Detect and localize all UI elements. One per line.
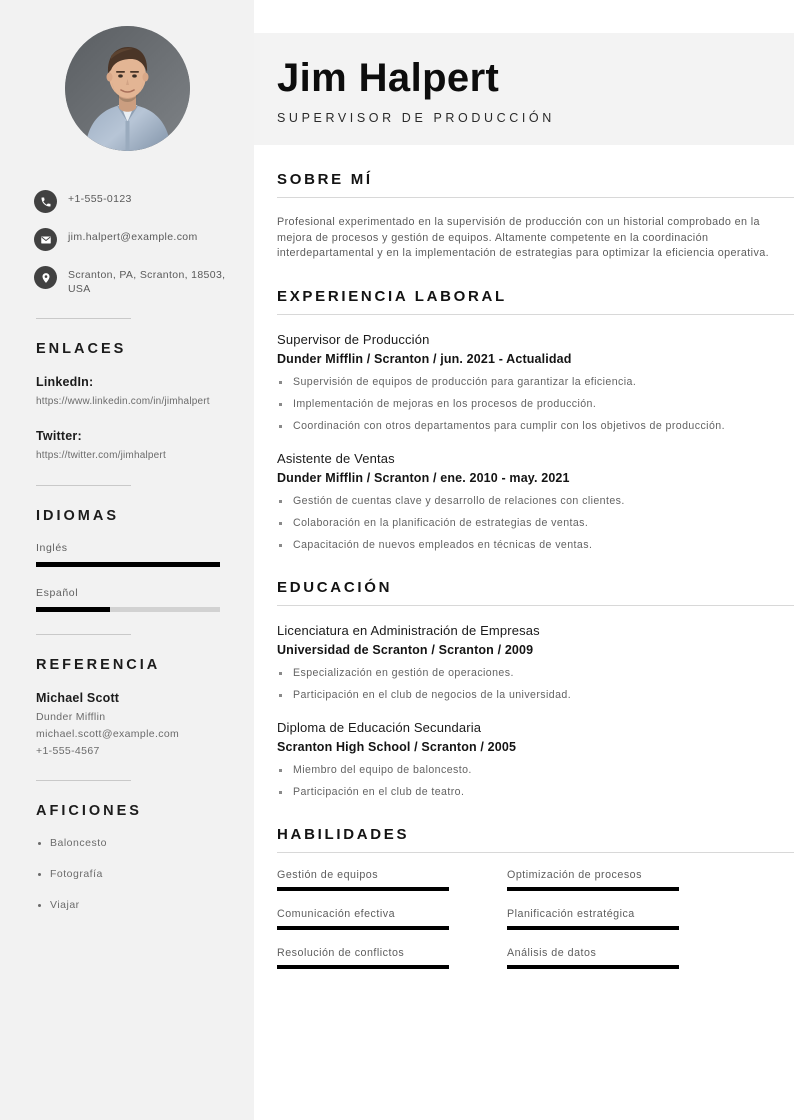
reference-company: Dunder Mifflin — [36, 711, 106, 723]
bullet-item: Participación en el club de negocios de la universidad. — [277, 688, 754, 703]
language-name-spanish: Español — [36, 587, 79, 599]
sidebar-heading-links: ENLACES — [36, 341, 127, 357]
education-meta: Scranton High School / Scranton / 2005 — [277, 739, 517, 754]
section-heading-education: EDUCACIÓN — [277, 578, 393, 596]
experience-title: Supervisor de Producción — [277, 331, 430, 347]
bullet-item: Implementación de mejoras en los procesos de producción. — [277, 397, 754, 412]
contact-location-value: Scranton, PA, Scranton, 18503, USA — [68, 269, 226, 295]
sidebar-divider-1 — [36, 318, 131, 319]
bullet-item: Especialización en gestión de operaciones. — [277, 666, 754, 681]
link-label-linkedin: LinkedIn: — [36, 375, 94, 389]
language-bar-english — [36, 562, 220, 567]
reference-name: Michael Scott — [36, 691, 120, 705]
experience-bullets — [277, 375, 794, 434]
contact-email[interactable] — [34, 227, 236, 251]
sidebar-divider-3 — [36, 634, 131, 635]
reference-phone[interactable]: +1-555-4567 — [36, 745, 100, 757]
bullet-item: Capacitación de nuevos empleados en técnicas de ventas. — [277, 538, 754, 553]
skill-name: Análisis de datos — [507, 946, 597, 959]
bullet-item: Colaboración en la planificación de estrategias de ventas. — [277, 516, 754, 531]
sidebar-heading-languages: IDIOMAS — [36, 508, 120, 524]
skills-grid — [277, 869, 794, 986]
avatar-photo — [65, 26, 190, 151]
section-heading-experience: EXPERIENCIA LABORAL — [277, 287, 507, 305]
skill-bar — [507, 926, 679, 930]
skill-bar — [507, 887, 679, 891]
skill-name: Planificación estratégica — [507, 907, 635, 920]
link-url-twitter[interactable]: https://twitter.com/jimhalpert — [36, 450, 166, 461]
education-title: Licenciatura en Administración de Empresas — [277, 622, 540, 638]
experience-entry — [277, 451, 794, 553]
skill-item — [277, 908, 507, 930]
skill-bar — [277, 887, 449, 891]
skill-item — [507, 947, 737, 969]
main-content — [254, 0, 794, 1120]
skill-item — [507, 908, 737, 930]
contact-location[interactable] — [34, 265, 236, 296]
bullet-item: Participación en el club de teatro. — [277, 785, 754, 800]
education-entry — [277, 623, 794, 703]
contact-phone[interactable] — [34, 189, 236, 213]
section-heading-skills: HABILIDADES — [277, 825, 410, 843]
section-rule-education — [277, 605, 794, 606]
education-entry — [277, 720, 794, 800]
contact-list — [0, 189, 254, 296]
education-meta: Universidad de Scranton / Scranton / 2009 — [277, 642, 534, 657]
link-item-twitter[interactable] — [36, 429, 234, 463]
language-bar-fill-english — [36, 562, 220, 567]
bullet-item: Supervisión de equipos de producción para garantizar la eficiencia. — [277, 375, 754, 390]
link-url-linkedin[interactable]: https://www.linkedin.com/in/jimhalpert — [36, 396, 210, 407]
language-name-english: Inglés — [36, 542, 68, 554]
sidebar-heading-reference: REFERENCIA — [36, 657, 161, 673]
experience-meta: Dunder Mifflin / Scranton / ene. 2010 - may. 2021 — [277, 470, 570, 485]
hobby-item: Baloncesto — [38, 837, 254, 849]
section-rule-about — [277, 197, 794, 198]
reference-email[interactable]: michael.scott@example.com — [36, 728, 180, 740]
sidebar-divider-4 — [36, 780, 131, 781]
contact-email-value: jim.halpert@example.com — [68, 231, 198, 243]
avatar — [65, 26, 190, 151]
section-heading-about: SOBRE MÍ — [277, 171, 373, 188]
about-text: Profesional experimentado en la supervisión de producción con un historial comprobado en la mejora de procesos y gestión de equipos. Altamente competente en la coordinación interdepartamental y en la implementación de estrategias para optimizar la eficiencia operativa. — [277, 216, 769, 259]
education-title: Diploma de Educación Secundaria — [277, 719, 482, 735]
bullet-item: Gestión de cuentas clave y desarrollo de relaciones con clientes. — [277, 494, 754, 509]
section-rule-experience — [277, 314, 794, 315]
page-title: Jim Halpert — [277, 56, 500, 100]
education-bullets — [277, 763, 794, 800]
sidebar — [0, 0, 254, 1120]
skill-name: Resolución de conflictos — [277, 946, 405, 959]
skill-name: Comunicación efectiva — [277, 907, 396, 920]
skill-bar — [277, 965, 449, 969]
phone-icon — [34, 190, 57, 213]
skill-bar — [277, 926, 449, 930]
skill-name: Gestión de equipos — [277, 868, 379, 881]
link-label-twitter: Twitter: — [36, 429, 82, 443]
link-item-linkedin[interactable] — [36, 375, 234, 409]
skill-item — [277, 947, 507, 969]
sidebar-divider-2 — [36, 485, 131, 486]
education-bullets — [277, 666, 794, 703]
sidebar-heading-hobbies: AFICIONES — [36, 803, 142, 819]
section-rule-skills — [277, 852, 794, 853]
hobby-item: Viajar — [38, 899, 254, 911]
language-bar-spanish — [36, 607, 220, 612]
experience-entry — [277, 332, 794, 434]
bullet-item: Coordinación con otros departamentos para cumplir con los objetivos de producción. — [277, 419, 754, 434]
language-item-spanish — [36, 587, 254, 612]
location-icon — [34, 266, 57, 289]
header-band — [254, 33, 794, 145]
hobby-item: Fotografía — [38, 868, 254, 880]
skill-item — [507, 869, 737, 891]
experience-meta: Dunder Mifflin / Scranton / jun. 2021 - Actualidad — [277, 351, 572, 366]
language-item-english — [36, 542, 254, 567]
main-body — [254, 171, 794, 986]
job-title: SUPERVISOR DE PRODUCCIÓN — [277, 111, 555, 125]
experience-title: Asistente de Ventas — [277, 450, 395, 466]
contact-phone-value: +1-555-0123 — [68, 193, 132, 205]
skill-item — [277, 869, 507, 891]
language-bar-fill-spanish — [36, 607, 110, 612]
skill-name: Optimización de procesos — [507, 868, 642, 881]
skill-bar — [507, 965, 679, 969]
bullet-item: Miembro del equipo de baloncesto. — [277, 763, 754, 778]
experience-bullets — [277, 494, 794, 553]
email-icon — [34, 228, 57, 251]
